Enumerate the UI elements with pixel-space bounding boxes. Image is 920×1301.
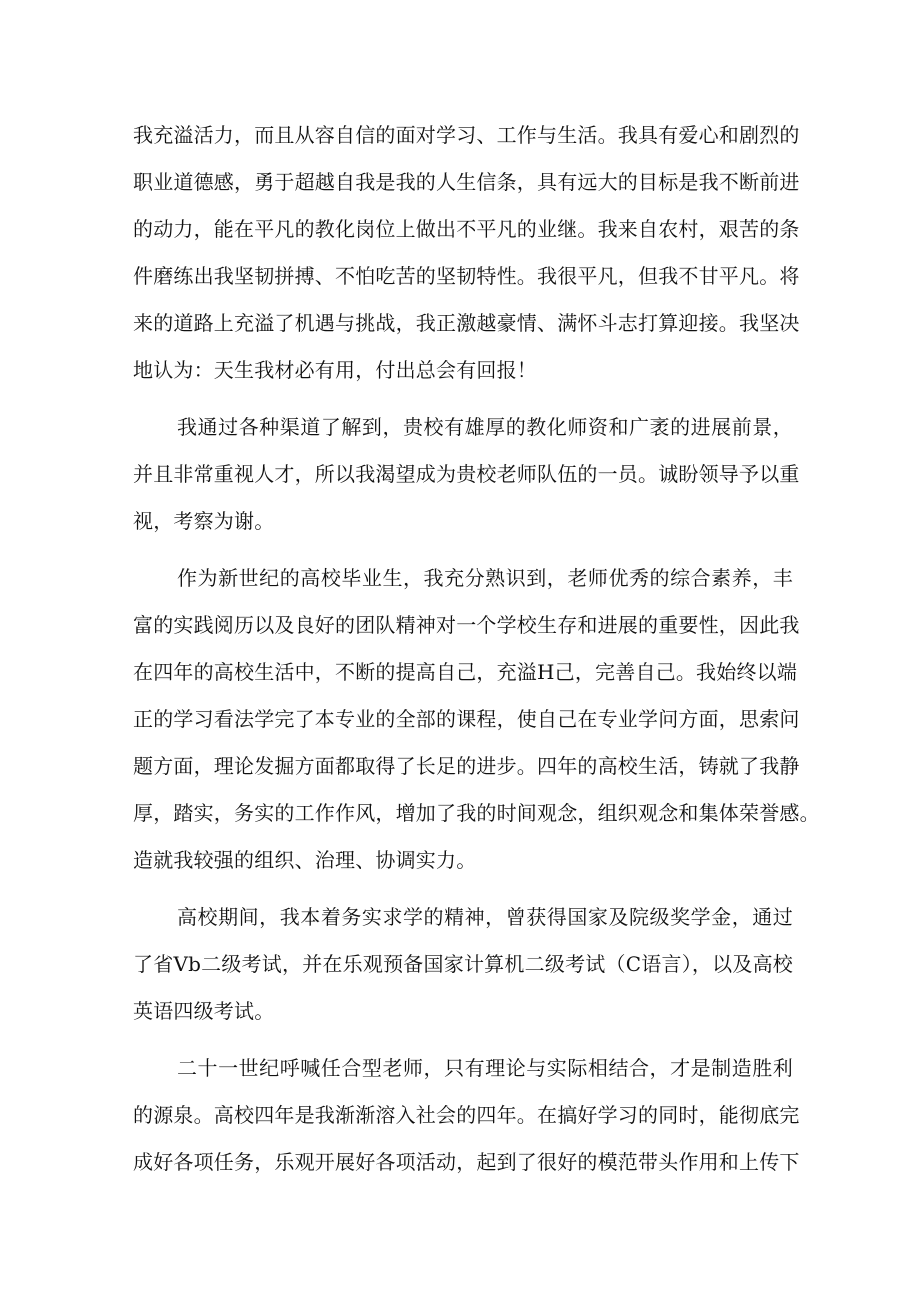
- text-line: 在四年的高校生活中，不断的提高自己，充溢H己，完善自己。我始终以端: [133, 660, 798, 684]
- paragraph-1: [133, 112, 800, 394]
- text-line: 题方面，理论发掘方面都取得了长足的进步。四年的高校生活，铸就了我静: [133, 754, 800, 778]
- text-line: 并且非常重视人才，所以我渴望成为贵校老师队伍的一员。诚盼领导予以重: [133, 462, 800, 486]
- text-line: 造就我较强的组织、治理、协调实力。: [133, 848, 477, 872]
- text-line: 作为新世纪的高校毕业生，我充分熟识到，老师优秀的综合素养，丰: [177, 566, 793, 590]
- text-line: 高校期间，我本着务实求学的精神，曾获得国家及院级奖学金，通过: [177, 905, 793, 929]
- paragraph-4: [133, 894, 793, 1035]
- paragraph-2: [133, 404, 800, 545]
- text-line: 来的道路上充溢了机遇与挑战，我正激越豪情、满怀斗志打算迎接。我坚决: [133, 311, 800, 335]
- text-line: 件磨练出我坚韧拼搏、不怕吃苦的坚韧特性。我很平凡，但我不甘平凡。将: [133, 264, 800, 288]
- paragraph-3: [133, 555, 820, 884]
- text-line: 了省Vb二级考试，并在乐观预备国家计算机二级考试（C语言），以及高校: [133, 952, 793, 976]
- document-page: [133, 112, 820, 1186]
- text-line: 厚，踏实，务实的工作作风，增加了我的时间观念，组织观念和集体荣誉感。: [133, 801, 820, 825]
- text-line: 职业道德感，勇于超越自我是我的人生信条，具有远大的目标是我不断前进: [133, 170, 800, 194]
- text-line: 我充溢活力，而且从容自信的面对学习、工作与生活。我具有爱心和剧烈的: [133, 123, 800, 147]
- text-line: 英语四级考试。: [133, 999, 275, 1023]
- text-line: 成好各项任务，乐观开展好各项活动，起到了很好的模范带头作用和上传下: [133, 1150, 800, 1174]
- text-line: 我通过各种渠道了解到，贵校有雄厚的教化师资和广袤的进展前景，: [177, 415, 793, 439]
- text-line: 正的学习看法学完了本专业的全部的课程，使自己在专业学问方面，思索问: [133, 707, 800, 731]
- text-line: 视，考察为谢。: [133, 509, 275, 533]
- text-line: 富的实践阅历以及良好的团队精神对一个学校生存和进展的重要性，因此我: [133, 613, 800, 637]
- text-line: 地认为：天生我材必有用，付出总会有回报！: [133, 358, 537, 382]
- paragraph-5: [133, 1045, 800, 1186]
- text-line: 的源泉。高校四年是我渐渐溶入社会的四年。在搞好学习的同时，能彻底完: [133, 1103, 800, 1127]
- text-line: 的动力，能在平凡的教化岗位上做出不平凡的业继。我来自农村，艰苦的条: [133, 217, 800, 241]
- text-line: 二十一世纪呼喊任合型老师，只有理论与实际相结合，才是制造胜利: [177, 1056, 793, 1080]
